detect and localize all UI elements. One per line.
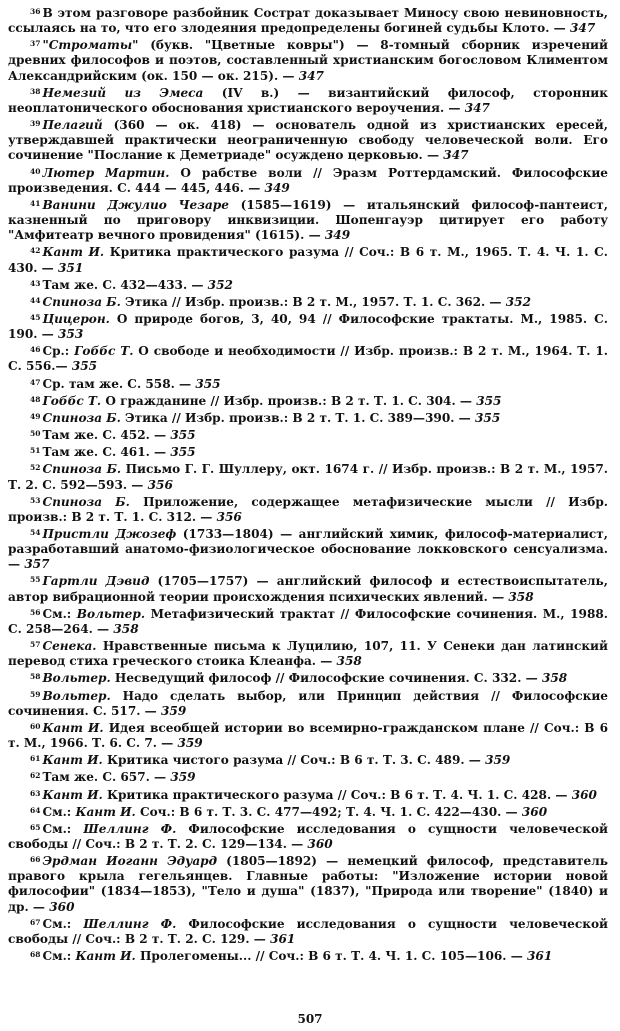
footnote-page-ref: 356: [216, 509, 242, 524]
footnote-text: (360 — ок. 418) — основатель одной из христианских ересей, утверждавшей практически неограниченную свободу человеческой воли. Его сочинение "Послание к Деметриаде" осуждено церковью. —: [8, 118, 608, 163]
footnote-page-ref: 358: [541, 671, 568, 686]
footnote-number: 67: [30, 917, 41, 927]
footnote-text: Философские исследования о сущности человеческой свободы // Соч.: В 2 т. Т. 2. С. 129—134. —: [8, 821, 608, 851]
footnote: [8, 786, 608, 803]
footnote-italic-name: Спиноза Б.: [42, 494, 130, 509]
footnote: [8, 84, 608, 116]
footnote: [8, 36, 608, 83]
footnote-page-ref: 361: [527, 949, 553, 964]
footnote-page-ref: 355: [476, 393, 502, 408]
footnote-italic-name: Спиноза Б.: [42, 410, 121, 425]
footnote-page-ref: 359: [177, 736, 203, 751]
footnote-italic-name: Кант И.: [42, 245, 105, 260]
page-number: 507: [297, 1012, 323, 1026]
footnote-prefix: См.:: [42, 916, 84, 931]
footnote-page-ref: 347: [298, 68, 324, 83]
footnote-number: 50: [30, 429, 41, 439]
footnote-page-ref: 358: [113, 621, 139, 636]
footnote-number: 45: [30, 312, 41, 322]
footnote-text: Метафизический трактат // Философские сочинения. М., 1988. С. 258—264. —: [8, 606, 608, 636]
footnote-number: 46: [30, 345, 41, 355]
footnote-page-ref: 347: [464, 100, 490, 115]
footnote: [8, 243, 608, 275]
footnote-italic-name: Сенека.: [42, 639, 97, 654]
footnote-page-ref: 360: [521, 804, 548, 819]
footnote-prefix: См.:: [42, 804, 76, 819]
footnote-number: 42: [30, 246, 41, 256]
footnote-number: 48: [30, 394, 41, 404]
footnote-page-ref: 349: [264, 180, 290, 195]
footnote-number: 40: [30, 166, 41, 176]
footnote-number: 68: [30, 950, 41, 960]
footnote-text: Письмо Г. Г. Шуллеру, окт. 1674 г. // Избр. произв.: В 2 т. М., 1957. Т. 2. С. 592—593. —: [8, 462, 608, 492]
footnote-text: (1705—1757) — английский философ и естествоиспытатель, автор вибрационной теории происхождения психических явлений. —: [8, 574, 608, 604]
footnote-italic-name: Ванини Джулио Чезаре: [42, 197, 229, 212]
footnote-text: Там же. С. 657. —: [42, 770, 171, 785]
footnote-page-ref: 355: [170, 428, 196, 443]
footnote-italic-name: Кант И.: [42, 753, 103, 768]
footnote: [8, 342, 608, 374]
footnote-page-ref: 358: [336, 654, 362, 669]
footnote-number: 56: [30, 607, 41, 617]
footnote-italic-name: Эрдман Иоганн Эдуард: [42, 854, 218, 869]
footnote: [8, 116, 608, 163]
footnote: [8, 669, 608, 686]
footnote: [8, 392, 608, 409]
footnote: [8, 525, 608, 572]
footnote-italic-name: Кант И.: [42, 720, 104, 735]
footnote: [8, 409, 608, 426]
footnote-text: Приложение, содержащее метафизические мысли // Избр. произв.: В 2 т. Т. 1. С. 312. —: [8, 494, 609, 524]
footnote: [8, 426, 608, 443]
footnote-number: 53: [30, 495, 41, 505]
footnote-page-ref: 355: [71, 359, 98, 374]
footnote: [8, 460, 608, 492]
footnote-number: 66: [30, 855, 41, 865]
footnote-text: О гражданине // Избр. произв.: В 2 т. Т. 1. С. 304. —: [101, 393, 477, 408]
footnote-number: 47: [30, 377, 41, 387]
footnote-text: Критика практического разума // Соч.: В 6 т. М., 1965. Т. 4. Ч. 1. С. 430. —: [8, 245, 608, 275]
footnote-text: Ср. там же. С. 558. —: [42, 376, 196, 391]
footnote-number: 63: [30, 788, 41, 798]
footnote-italic-name: Пристли Джозеф: [42, 527, 177, 541]
footnote-text: Надо сделать выбор, или Принцип действия // Философские сочинения. С. 517. —: [8, 688, 608, 718]
footnote-page-ref: 359: [161, 703, 187, 718]
footnote: [8, 803, 608, 820]
footnote-page-ref: 347: [443, 148, 469, 163]
footnote-number: 64: [30, 805, 41, 815]
footnote-page-ref: 356: [147, 477, 173, 492]
footnote-text: Несведущий философ // Философские сочинения. С. 332. —: [110, 671, 542, 686]
footnote-number: 44: [30, 295, 41, 305]
footnote-prefix: См.:: [42, 606, 77, 621]
footnote-text: (1585—1619) — итальянский философ-пантеист, казненный по приговору инквизиции. Шопенгауэр цитирует его работу "Амфитеатр вечного провидения" (1615). —: [8, 197, 608, 243]
footnote-number: 62: [30, 771, 41, 781]
footnote-text: Этика // Избр. произв.: В 2 т. М., 1957. Т. 1. С. 362. —: [120, 294, 506, 309]
footnote: [8, 947, 608, 964]
footnote: [8, 276, 608, 293]
footnote-number: 52: [30, 463, 41, 473]
footnote-italic-name: Спиноза Б.: [42, 294, 121, 309]
footnotes-list: [8, 4, 608, 964]
footnote: [8, 751, 608, 768]
footnote-text: (1733—1804) — английский химик, философ-материалист, разработавший анатомо-физиологическое обоснование локковского сенсуализма. —: [8, 527, 609, 572]
footnote: [8, 637, 608, 669]
footnote-number: 61: [30, 754, 41, 764]
footnote-page-ref: 357: [24, 557, 50, 572]
footnote-prefix: См.:: [42, 821, 84, 836]
footnote-text: В этом разговоре разбойник Сострат доказывает Миносу свою невиновность, ссылаясь на то, что его злодеяния предопределены богиней судьбы Клото. —: [8, 6, 608, 36]
footnote-italic-name: Лютер Мартин.: [42, 165, 170, 180]
footnote-page-ref: 351: [57, 260, 84, 275]
footnote-page-ref: 352: [207, 277, 233, 292]
footnote-text: Нравственные письма к Луцилию, 107, 11. У Сенеки дан латинский перевод стиха греческого стоика Клеанфа. —: [8, 639, 608, 669]
footnote-italic-name: Шеллинг Ф.: [83, 916, 177, 931]
footnote: [8, 493, 608, 525]
footnote: [8, 572, 608, 604]
footnote-text: Там же. С. 432—433. —: [42, 277, 208, 292]
footnote-italic-name: Пелагий: [42, 118, 103, 133]
footnote-text: Этика // Избр. произв.: В 2 т. Т. 1. С. 389—390. —: [120, 410, 475, 425]
footnote-italic-name: Шеллинг Ф.: [83, 821, 177, 836]
footnote-text: О свободе и необходимости // Избр. произв.: В 2 т. М., 1964. Т. 1. С. 556.—: [8, 344, 609, 374]
footnote-italic-name: Гоббс Т.: [74, 344, 134, 359]
footnote-number: 65: [30, 822, 41, 832]
footnote-page-ref: 358: [508, 589, 534, 604]
footnote-number: 51: [30, 446, 41, 456]
footnote-text: Критика чистого разума // Соч.: В 6 т. Т. 3. С. 489. —: [102, 753, 486, 768]
footnote-page-ref: 355: [195, 376, 221, 391]
footnote: [8, 605, 608, 637]
footnote-text: Пролегомены... // Соч.: В 6 т. Т. 4. Ч. 1. С. 105—106. —: [135, 949, 528, 964]
footnote-number: 36: [30, 7, 41, 16]
footnote-page-ref: 353: [57, 327, 84, 342]
footnote: [8, 687, 608, 719]
footnote-italic-name: Гоббс Т.: [42, 393, 102, 408]
footnote-number: 59: [30, 689, 41, 699]
footnote-page-ref: 360: [307, 836, 333, 851]
footnote-italic-name: Кант И.: [75, 804, 136, 819]
footnote-number: 49: [30, 411, 41, 421]
footnote-italic-name: Вольтер.: [42, 671, 111, 686]
footnote-italic-name: Цицерон.: [42, 311, 110, 326]
footnote-text: Соч.: В 6 т. Т. 3. С. 477—492; Т. 4. Ч. 1. С. 422—430. —: [135, 804, 522, 819]
footnote-number: 55: [30, 575, 41, 585]
footnote-text: О природе богов, 3, 40, 94 // Философские трактаты. М., 1985. С. 190. —: [8, 311, 608, 342]
footnote-prefix: Ср.:: [42, 344, 75, 359]
footnote-page-ref: 360: [49, 899, 75, 914]
footnote-page-ref: 359: [170, 770, 196, 785]
footnote-text: Там же. С. 452. —: [42, 428, 171, 443]
footnote-number: 41: [30, 198, 41, 208]
footnote-page-ref: 360: [571, 787, 597, 802]
footnote-italic-name: Немезий из Эмеса: [42, 85, 204, 100]
footnote-number: 39: [30, 119, 41, 129]
footnote-number: 58: [30, 672, 41, 682]
footnote-text: (букв. "Цветные ковры") — 8-томный сборник изречений древних философов и поэтов, составленный христианским богословом Климентом Александрийским (ок. 150 — ок. 215). —: [8, 38, 608, 83]
footnote: [8, 375, 608, 392]
footnote-text: Идея всеобщей истории во всемирно-гражданском плане // Соч.: В 6 т. М., 1966. Т. 6. С. 7. —: [8, 720, 608, 751]
footnote-page-ref: 352: [505, 294, 531, 309]
footnote-number: 38: [30, 86, 41, 96]
footnote: [8, 719, 608, 751]
footnote-text: О рабстве воли // Эразм Роттердамский. Философские произведения. С. 444 — 445, 446. —: [8, 165, 609, 195]
footnote-text: Критика практического разума // Соч.: В 6 т. Т. 4. Ч. 1. С. 428. —: [102, 787, 572, 802]
footnote-italic-name: Вольтер.: [42, 688, 111, 703]
footnote-italic-name: Гартли Дэвид: [42, 574, 150, 589]
footnote-page-ref: 359: [485, 753, 511, 768]
footnote-text: (IV в.) — византийский философ, сторонник неоплатонического обоснования христианского вероучения. —: [8, 85, 609, 115]
footnote: [8, 4, 608, 36]
footnote-page-ref: 361: [270, 931, 296, 946]
footnote-italic-name: Кант И.: [75, 949, 136, 964]
footnote-page-ref: 355: [170, 445, 196, 460]
footnote-text: Там же. С. 461. —: [42, 445, 171, 460]
footnote: [8, 310, 608, 342]
footnote: [8, 164, 608, 196]
footnote: [8, 443, 608, 460]
footnote-page-ref: 347: [569, 21, 596, 36]
footnote-text: (1805—1892) — немецкий философ, представитель правого крыла гегельянцев. Главные работы: "Изложение истории новой философии" (1834—1853), "Тело и душа" (1837), "Природа или творение" (1840) и др. —: [8, 854, 608, 914]
footnote-italic-name: "Строматы": [42, 38, 139, 53]
footnote: [8, 852, 608, 915]
footnote-italic-name: Вольтер.: [76, 606, 146, 621]
footnote-number: 57: [30, 640, 41, 650]
footnote-page-ref: 355: [474, 410, 501, 425]
footnote-number: 37: [30, 39, 41, 49]
footnote: [8, 820, 608, 852]
footnote-italic-name: Кант И.: [42, 787, 103, 802]
footnote-page-ref: 349: [324, 228, 351, 243]
footnote: [8, 293, 608, 310]
footnote-number: 60: [30, 721, 41, 731]
footnote-text: Философские исследования о сущности человеческой свободы // Соч.: В 2 т. Т. 2. С. 129. —: [8, 916, 608, 946]
footnote-prefix: См.:: [42, 949, 76, 964]
footnote: [8, 196, 608, 243]
footnote-italic-name: Спиноза Б.: [42, 462, 122, 477]
footnote: [8, 768, 608, 785]
footnote-number: 54: [30, 528, 41, 537]
footnote-number: 43: [30, 278, 41, 288]
footnote: [8, 915, 608, 947]
